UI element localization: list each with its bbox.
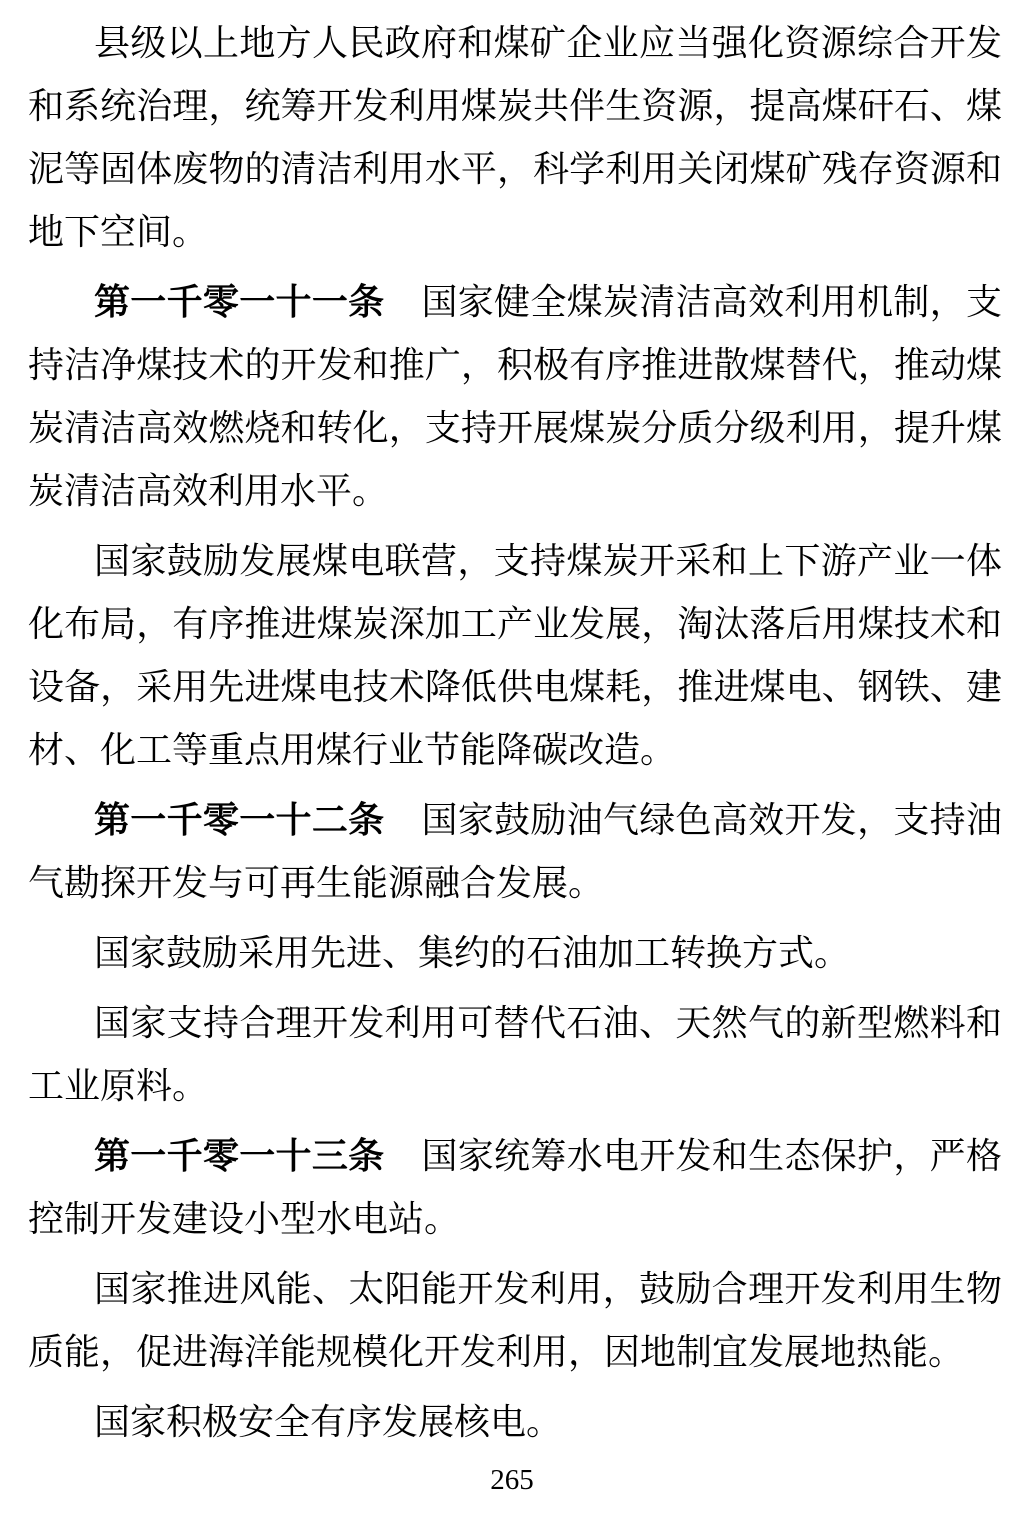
law-paragraph <box>28 270 1002 523</box>
paragraph-text: 国家推进风能、太阳能开发利用，鼓励合理开发利用生物质能，促进海洋能规模化开发利用，因地制宜发展地热能。 <box>28 1269 1002 1372</box>
paragraph-text: 国家支持合理开发利用可替代石油、天然气的新型燃料和工业原料。 <box>28 1003 1002 1106</box>
document-body <box>28 11 1002 1454</box>
page-number: 265 <box>490 1464 534 1496</box>
paragraph-text: 国家健全煤炭清洁高效利用机制，支持洁净煤技术的开发和推广，积极有序推进散煤替代，推动煤炭清洁高效燃烧和转化，支持开展煤炭分质分级利用，提升煤炭清洁高效利用水平。 <box>28 282 1002 511</box>
paragraph-text: 国家鼓励油气绿色高效开发，支持油气勘探开发与可再生能源融合发展。 <box>28 800 1002 903</box>
law-paragraph <box>28 1257 1002 1384</box>
article-number: 第一千零一十一条 <box>94 281 385 322</box>
article-number: 第一千零一十三条 <box>94 1135 385 1176</box>
paragraph-text: 国家鼓励发展煤电联营，支持煤炭开采和上下游产业一体化布局，有序推进煤炭深加工产业发展，淘汰落后用煤技术和设备，采用先进煤电技术降低供电煤耗，推进煤电、钢铁、建材、化工等重点用煤行业节能降碳改造。 <box>28 541 1002 770</box>
law-paragraph <box>28 529 1002 782</box>
article-number: 第一千零一十二条 <box>94 799 385 840</box>
law-paragraph <box>28 991 1002 1118</box>
law-paragraph <box>28 11 1002 264</box>
paragraph-text: 国家统筹水电开发和生态保护，严格控制开发建设小型水电站。 <box>28 1136 1002 1239</box>
paragraph-text: 县级以上地方人民政府和煤矿企业应当强化资源综合开发和系统治理，统筹开发利用煤炭共伴生资源，提高煤矸石、煤泥等固体废物的清洁利用水平，科学利用关闭煤矿残存资源和地下空间。 <box>28 23 1002 252</box>
paragraph-text: 国家鼓励采用先进、集约的石油加工转换方式。 <box>94 933 851 973</box>
law-paragraph <box>28 1390 1002 1454</box>
law-paragraph <box>28 1124 1002 1251</box>
paragraph-text: 国家积极安全有序发展核电。 <box>94 1402 563 1442</box>
law-paragraph <box>28 788 1002 915</box>
law-paragraph <box>28 921 1002 985</box>
